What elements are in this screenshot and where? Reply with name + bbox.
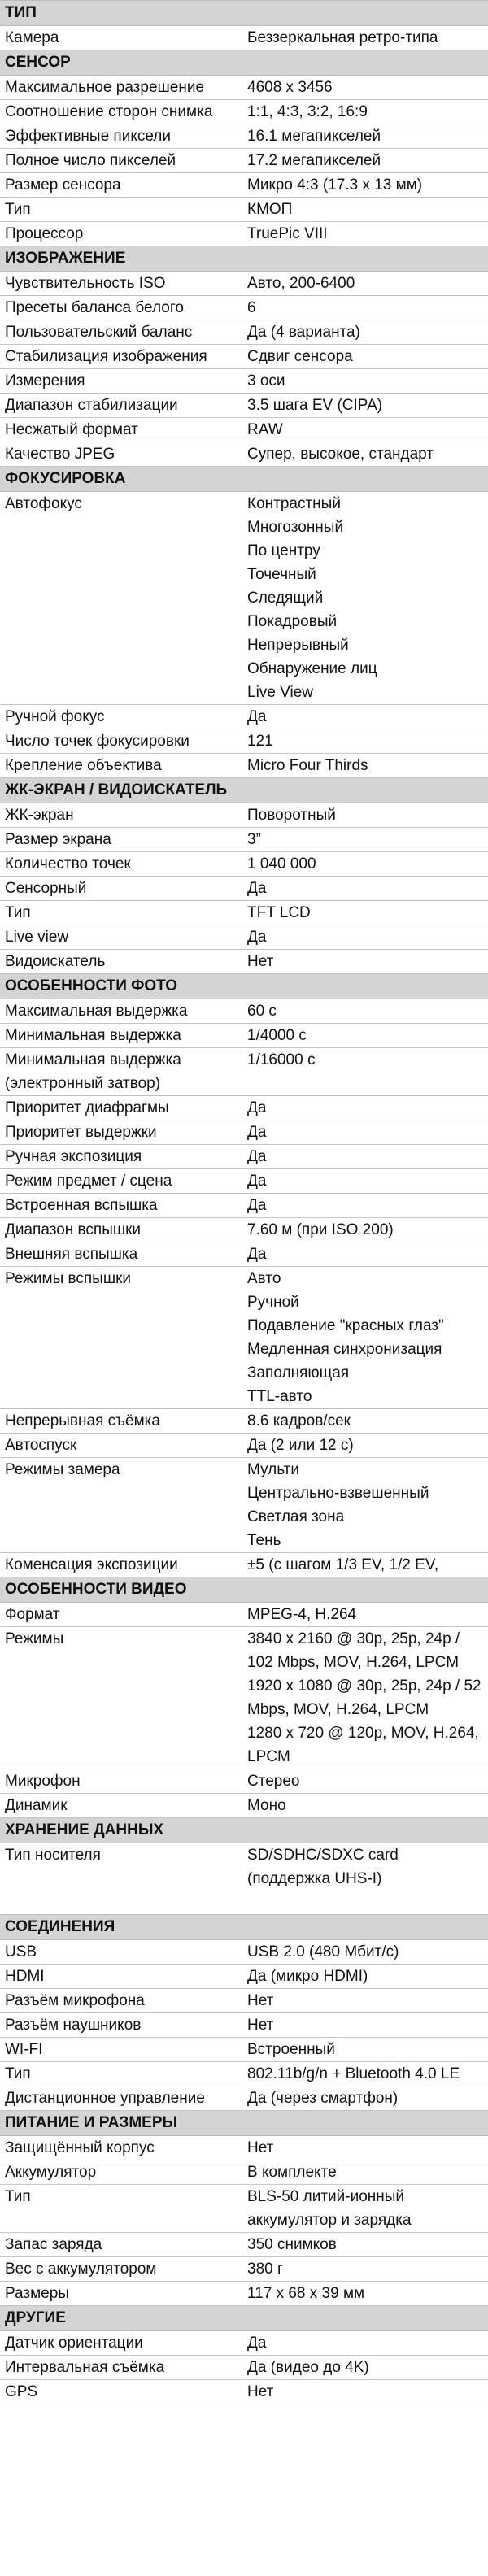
spec-value (244, 1627, 488, 1769)
spec-label: GPS (5, 2383, 38, 2400)
spec-value-line: Нет (247, 2139, 274, 2156)
spec-row (0, 828, 488, 852)
spec-row (0, 369, 488, 394)
spec-value-line: Беззеркальная ретро-типа (247, 29, 438, 46)
section-header: ОСОБЕННОСТИ ВИДЕО (0, 1577, 488, 1603)
spec-value-line: 17.2 мегапикселей (247, 152, 381, 169)
spec-row (0, 2233, 488, 2257)
spec-value (244, 1024, 488, 1047)
spec-value-line: ±5 (с шагом 1/3 EV, 1/2 EV, (247, 1556, 439, 1573)
spec-row (0, 198, 488, 222)
spec-label: Микрофон (5, 1773, 81, 1790)
spec-value (244, 1218, 488, 1242)
spec-label: Максимальная выдержка (5, 1003, 188, 1020)
spec-value (244, 828, 488, 851)
spec-value-line: Нет (247, 2017, 274, 2034)
spec-label: Ручная экспозиция (5, 1148, 142, 1165)
spec-value-line: 1/16000 с (247, 1051, 316, 1068)
spec-label: Непрерывная съёмка (5, 1412, 160, 1429)
spec-label: Аккумулятор (5, 2164, 97, 2181)
spec-row (0, 272, 488, 296)
spec-value-line: 1 040 000 (247, 855, 316, 872)
spec-row (0, 1940, 488, 1965)
section-header: СОЕДИНЕНИЯ (0, 1915, 488, 1940)
spec-label: Запас заряда (5, 2236, 102, 2253)
spec-label: Тип (5, 904, 31, 921)
spec-label: Тип (5, 2188, 31, 2205)
spec-value (244, 1242, 488, 1266)
spec-value (244, 877, 488, 900)
spec-value (244, 492, 488, 704)
spec-label: Защищённый корпус (5, 2139, 155, 2156)
spec-row (0, 296, 488, 320)
spec-value-line: 380 г (247, 2261, 283, 2278)
spec-row (0, 2257, 488, 2282)
spec-label: Разъём наушников (5, 2017, 142, 2034)
spec-value-line: 6 (247, 299, 256, 316)
spec-value (244, 1603, 488, 1626)
spec-label: Интервальная съёмка (5, 2359, 165, 2376)
spec-value-line: Да (247, 2334, 267, 2352)
spec-value (244, 2233, 488, 2256)
spec-label: Диапазон стабилизации (5, 397, 178, 414)
spec-value (244, 1794, 488, 1817)
spec-value-line: BLS-50 литий-ионный аккумулятор и зарядка (247, 2188, 412, 2229)
spec-value-line: 7.60 м (при ISO 200) (247, 1221, 394, 1238)
spec-label: Дистанционное управление (5, 2090, 205, 2107)
spec-row (0, 1409, 488, 1434)
spec-value-line: RAW (247, 421, 283, 438)
spec-label: Приоритет выдержки (5, 1124, 157, 1141)
spec-label: Пресеты баланса белого (5, 299, 184, 316)
spec-row (0, 1989, 488, 2013)
spec-row (0, 852, 488, 877)
spec-value (244, 901, 488, 925)
spec-row (0, 2380, 488, 2404)
spec-value (244, 2185, 488, 2232)
spec-value-line: Да (247, 929, 267, 946)
spec-value-line: 350 снимков (247, 2236, 337, 2253)
spec-label: Внешняя вспышка (5, 1246, 138, 1263)
spec-value (244, 222, 488, 246)
spec-label: Ручной фокус (5, 708, 105, 725)
spec-value (244, 76, 488, 99)
section-header: ИЗОБРАЖЕНИЕ (0, 246, 488, 272)
spec-label: HDMI (5, 1968, 45, 1985)
spec-row (0, 1434, 488, 1458)
section-header: ТИП (0, 1, 488, 26)
spec-value (244, 925, 488, 949)
spec-label: Минимальная выдержка (5, 1027, 181, 1044)
spec-value-line: Стерео (247, 1773, 300, 1790)
spec-label: Полное число пикселей (5, 152, 176, 169)
spec-value-line: Нет (247, 2383, 274, 2400)
spec-value-line: Микро 4:3 (17.3 x 13 мм) (247, 176, 423, 194)
spec-value-line: Да (247, 1173, 267, 1190)
spec-label: Измерения (5, 372, 85, 389)
spec-label: Пользовательский баланс (5, 324, 193, 341)
spec-value (244, 2160, 488, 2184)
spec-row (0, 394, 488, 418)
spec-row (0, 100, 488, 124)
spec-value-line: 3.5 шага EV (CIPA) (247, 397, 383, 414)
spec-value-line: 60 с (247, 1003, 277, 1020)
spec-value-line: USB 2.0 (480 Мбит/с) (247, 1943, 399, 1960)
spec-value-line: 1280 x 720 @ 120p, MOV, H.264, LPCM (247, 1725, 479, 1765)
spec-row (0, 877, 488, 901)
spec-value (244, 2331, 488, 2355)
spec-value-line: Micro Four Thirds (247, 757, 368, 774)
spec-value (244, 2356, 488, 2379)
spec-value-line: 1/4000 с (247, 1027, 307, 1044)
spec-row (0, 1218, 488, 1242)
spec-value (244, 418, 488, 442)
spec-label: Крепление объектива (5, 757, 162, 774)
spec-row (0, 1794, 488, 1818)
spec-value-line: В комплекте (247, 2164, 337, 2181)
spec-value-line: Да (247, 708, 267, 725)
spec-row (0, 1120, 488, 1145)
spec-value-line: Заполняющая (247, 1364, 350, 1382)
spec-label: Автофокус (5, 495, 82, 512)
spec-label: Режимы замера (5, 1461, 120, 1478)
spec-row (0, 173, 488, 198)
spec-row (0, 2356, 488, 2380)
spec-row (0, 1145, 488, 1169)
spec-label: Соотношение сторон снимка (5, 103, 213, 120)
spec-value-line: Сдвиг сенсора (247, 348, 353, 365)
spec-value (244, 1267, 488, 1408)
spec-row (0, 1553, 488, 1577)
spec-value (244, 2257, 488, 2281)
spec-row (0, 729, 488, 754)
spec-label: Количество точек (5, 855, 131, 872)
section-header: ЖК-ЭКРАН / ВИДОИСКАТЕЛЬ (0, 778, 488, 803)
spec-value (244, 729, 488, 753)
spec-label: Размеры (5, 2285, 69, 2302)
spec-label: Приоритет диафрагмы (5, 1099, 169, 1116)
spec-row (0, 1843, 488, 1915)
spec-value-line: Моно (247, 1797, 286, 1814)
spec-value-line: Да (через смартфон) (247, 2090, 399, 2107)
spec-row (0, 2013, 488, 2038)
spec-value-line: 16.1 мегапикселей (247, 128, 381, 145)
spec-row (0, 803, 488, 828)
spec-value-line: Да (2 или 12 с) (247, 1437, 354, 1454)
spec-value (244, 1553, 488, 1577)
spec-value-line: Авто, 200-6400 (247, 275, 355, 292)
section-header: ОСОБЕННОСТИ ФОТО (0, 974, 488, 999)
spec-row (0, 320, 488, 345)
spec-value-line: Центрально-взвешенный (247, 1485, 429, 1502)
spec-value (244, 2136, 488, 2160)
spec-row (0, 1769, 488, 1794)
section-header: ПИТАНИЕ И РАЗМЕРЫ (0, 2111, 488, 2136)
spec-row (0, 1048, 488, 1096)
spec-row (0, 2185, 488, 2233)
spec-label: Сенсорный (5, 880, 87, 897)
spec-row (0, 149, 488, 173)
spec-row (0, 492, 488, 705)
spec-value (244, 442, 488, 466)
spec-value (244, 2086, 488, 2110)
spec-row (0, 1458, 488, 1553)
spec-value-line: Поворотный (247, 807, 336, 824)
spec-value-line: 4608 x 3456 (247, 79, 333, 96)
spec-value-line: Да (микро HDMI) (247, 1968, 368, 1985)
spec-value (244, 2038, 488, 2061)
spec-value (244, 1458, 488, 1552)
spec-value-line: Да (247, 1197, 267, 1214)
spec-value-line: Ручной (247, 1294, 299, 1311)
spec-value-line: Нет (247, 1992, 274, 2009)
spec-value (244, 1940, 488, 1964)
spec-value (244, 705, 488, 729)
spec-row (0, 901, 488, 925)
spec-row (0, 26, 488, 50)
spec-value-line: Обнаружение лиц (247, 660, 377, 677)
spec-value-line: Да (247, 1246, 267, 1263)
spec-value (244, 1843, 488, 1914)
spec-label: Формат (5, 1606, 60, 1623)
spec-value (244, 2380, 488, 2404)
spec-value-line: 802.11b/g/n + Bluetooth 4.0 LE (247, 2065, 460, 2082)
spec-value-line: Контрастный (247, 495, 341, 512)
spec-value-line: Да (247, 1099, 267, 1116)
spec-row (0, 1603, 488, 1627)
spec-row (0, 2160, 488, 2185)
spec-row (0, 124, 488, 149)
spec-value-line: 3” (247, 831, 261, 848)
spec-row (0, 1024, 488, 1048)
spacer (247, 1891, 485, 1914)
spec-row (0, 2038, 488, 2062)
spec-value (244, 1194, 488, 1217)
spec-value-line: Да (247, 1124, 267, 1141)
spec-value (244, 345, 488, 368)
spec-value (244, 2013, 488, 2037)
spec-value (244, 272, 488, 295)
spec-value (244, 1048, 488, 1095)
spec-value-line: Подавление "красных глаз" (247, 1317, 444, 1334)
spec-row (0, 705, 488, 729)
spec-value-line: КМОП (247, 201, 293, 218)
spec-value-line: 8.6 кадров/сек (247, 1412, 351, 1429)
spec-value-line: Светлая зона (247, 1508, 345, 1525)
spec-label: Тип (5, 201, 31, 218)
spec-value-line: Авто (247, 1270, 281, 1287)
spec-row (0, 1169, 488, 1194)
spec-value-line: Тень (247, 1532, 281, 1549)
spec-row (0, 76, 488, 100)
spec-value (244, 173, 488, 197)
spec-value (244, 852, 488, 876)
spec-label: Режим предмет / сцена (5, 1173, 172, 1190)
spec-value (244, 149, 488, 172)
spec-row (0, 1965, 488, 1989)
spec-row (0, 754, 488, 778)
spec-label: Режимы (5, 1630, 64, 1647)
spec-value (244, 999, 488, 1023)
spec-value-line: Следящий (247, 590, 324, 607)
spec-row (0, 2136, 488, 2160)
spec-value-line: 121 (247, 733, 273, 750)
section-header: ХРАНЕНИЕ ДАННЫХ (0, 1818, 488, 1843)
spec-value (244, 320, 488, 344)
spec-value (244, 754, 488, 777)
spec-label: Камера (5, 29, 59, 46)
spec-value-line: Покадровый (247, 613, 338, 630)
spec-value (244, 1120, 488, 1144)
spec-label: Режимы вспышки (5, 1270, 132, 1287)
spec-label: Тип (5, 2065, 31, 2082)
spec-value (244, 1769, 488, 1793)
spec-value-line: Супер, высокое, стандарт (247, 446, 434, 463)
spec-value (244, 2062, 488, 2086)
spec-label: Тип носителя (5, 1847, 101, 1864)
section-header: СЕНСОР (0, 50, 488, 76)
spec-value-line: Да (4 варианта) (247, 324, 360, 341)
spec-value-line: TruePic VIII (247, 225, 328, 242)
spec-value (244, 1434, 488, 1457)
spec-value (244, 1169, 488, 1193)
section-header: ФОКУСИРОВКА (0, 467, 488, 492)
spec-label: ЖК-экран (5, 807, 74, 824)
spec-row (0, 2282, 488, 2306)
spec-label: Максимальное разрешение (5, 79, 205, 96)
spec-row (0, 1096, 488, 1120)
spec-value (244, 124, 488, 148)
spec-row (0, 442, 488, 467)
spec-value-line: MPEG-4, H.264 (247, 1606, 357, 1623)
spec-label: Коменсация экспозиции (5, 1556, 178, 1573)
spec-value (244, 950, 488, 973)
spec-label: Live view (5, 929, 69, 946)
spec-value-line: Точечный (247, 566, 316, 583)
spec-value-line: Да (247, 1148, 267, 1165)
spec-value-line: TTL-авто (247, 1388, 312, 1405)
spec-label: Встроенная вспышка (5, 1197, 158, 1214)
spec-value-line: 117 x 68 x 39 мм (247, 2285, 365, 2302)
spec-label: USB (5, 1943, 37, 1960)
spec-label: Диапазон вспышки (5, 1221, 142, 1238)
spec-value-line: Нет (247, 953, 274, 970)
spec-value (244, 1965, 488, 1988)
spec-label: Автоспуск (5, 1437, 77, 1454)
spec-row (0, 345, 488, 369)
spec-value (244, 394, 488, 417)
spec-label: Минимальная выдержка (электронный затвор) (5, 1051, 181, 1092)
spec-label: Разъём микрофона (5, 1992, 145, 2009)
spec-row (0, 418, 488, 442)
spec-value-line: TFT LCD (247, 904, 311, 921)
spec-label: Число точек фокусировки (5, 733, 190, 750)
spec-row (0, 1242, 488, 1267)
spec-label: Видоискатель (5, 953, 106, 970)
spec-label: Вес с аккумулятором (5, 2261, 157, 2278)
spec-label: Датчик ориентации (5, 2334, 143, 2352)
spec-value (244, 100, 488, 124)
spec-label: Размер сенсора (5, 176, 121, 194)
spec-row (0, 1194, 488, 1218)
spec-value-line: Медленная синхронизация (247, 1341, 442, 1358)
spec-label: Процессор (5, 225, 84, 242)
spec-value-line: Мульти (247, 1461, 299, 1478)
spec-value-line: Встроенный (247, 2041, 335, 2058)
spec-label: Качество JPEG (5, 446, 115, 463)
spec-value (244, 1989, 488, 2012)
spec-row (0, 2331, 488, 2356)
spec-value (244, 26, 488, 50)
spec-value-line: 3840 x 2160 @ 30p, 25p, 24p / 102 Mbps, MOV, H.264, LPCM (247, 1630, 460, 1671)
spec-value-line: 3 оси (247, 372, 285, 389)
spec-value (244, 1096, 488, 1120)
spec-value (244, 296, 488, 320)
spec-value-line: Live View (247, 684, 313, 701)
spec-value (244, 803, 488, 827)
spec-value (244, 1409, 488, 1433)
spec-label: Несжатый формат (5, 421, 138, 438)
spec-row (0, 2062, 488, 2086)
spec-label: Динамик (5, 1797, 68, 1814)
spec-value (244, 2282, 488, 2305)
spec-row (0, 925, 488, 950)
spec-row (0, 222, 488, 246)
spec-value-line: 1:1, 4:3, 3:2, 16:9 (247, 103, 368, 120)
spec-value-line: SD/SDHC/SDXC card (поддержка UHS-I) (247, 1847, 399, 1887)
spec-label: WI-FI (5, 2041, 43, 2058)
spec-value-line: 1920 x 1080 @ 30p, 25p, 24p / 52 Mbps, MOV, H.264, LPCM (247, 1677, 481, 1718)
spec-row (0, 999, 488, 1024)
spec-value-line: Непрерывный (247, 637, 349, 654)
spec-label: Стабилизация изображения (5, 348, 207, 365)
spec-value (244, 369, 488, 393)
spec-label: Эффективные пиксели (5, 128, 171, 145)
spec-value-line: По центру (247, 542, 320, 559)
spec-value-line: Да (247, 880, 267, 897)
spec-value (244, 198, 488, 221)
section-header: ДРУГИЕ (0, 2306, 488, 2331)
spec-value-line: Многозонный (247, 519, 344, 536)
spec-row (0, 2086, 488, 2111)
spec-row (0, 1627, 488, 1769)
spec-row (0, 950, 488, 974)
spec-row (0, 1267, 488, 1409)
spec-value-line: Да (видео до 4K) (247, 2359, 369, 2376)
spec-label: Размер экрана (5, 831, 111, 848)
spec-label: Чувствительность ISO (5, 275, 166, 292)
spec-value (244, 1145, 488, 1168)
